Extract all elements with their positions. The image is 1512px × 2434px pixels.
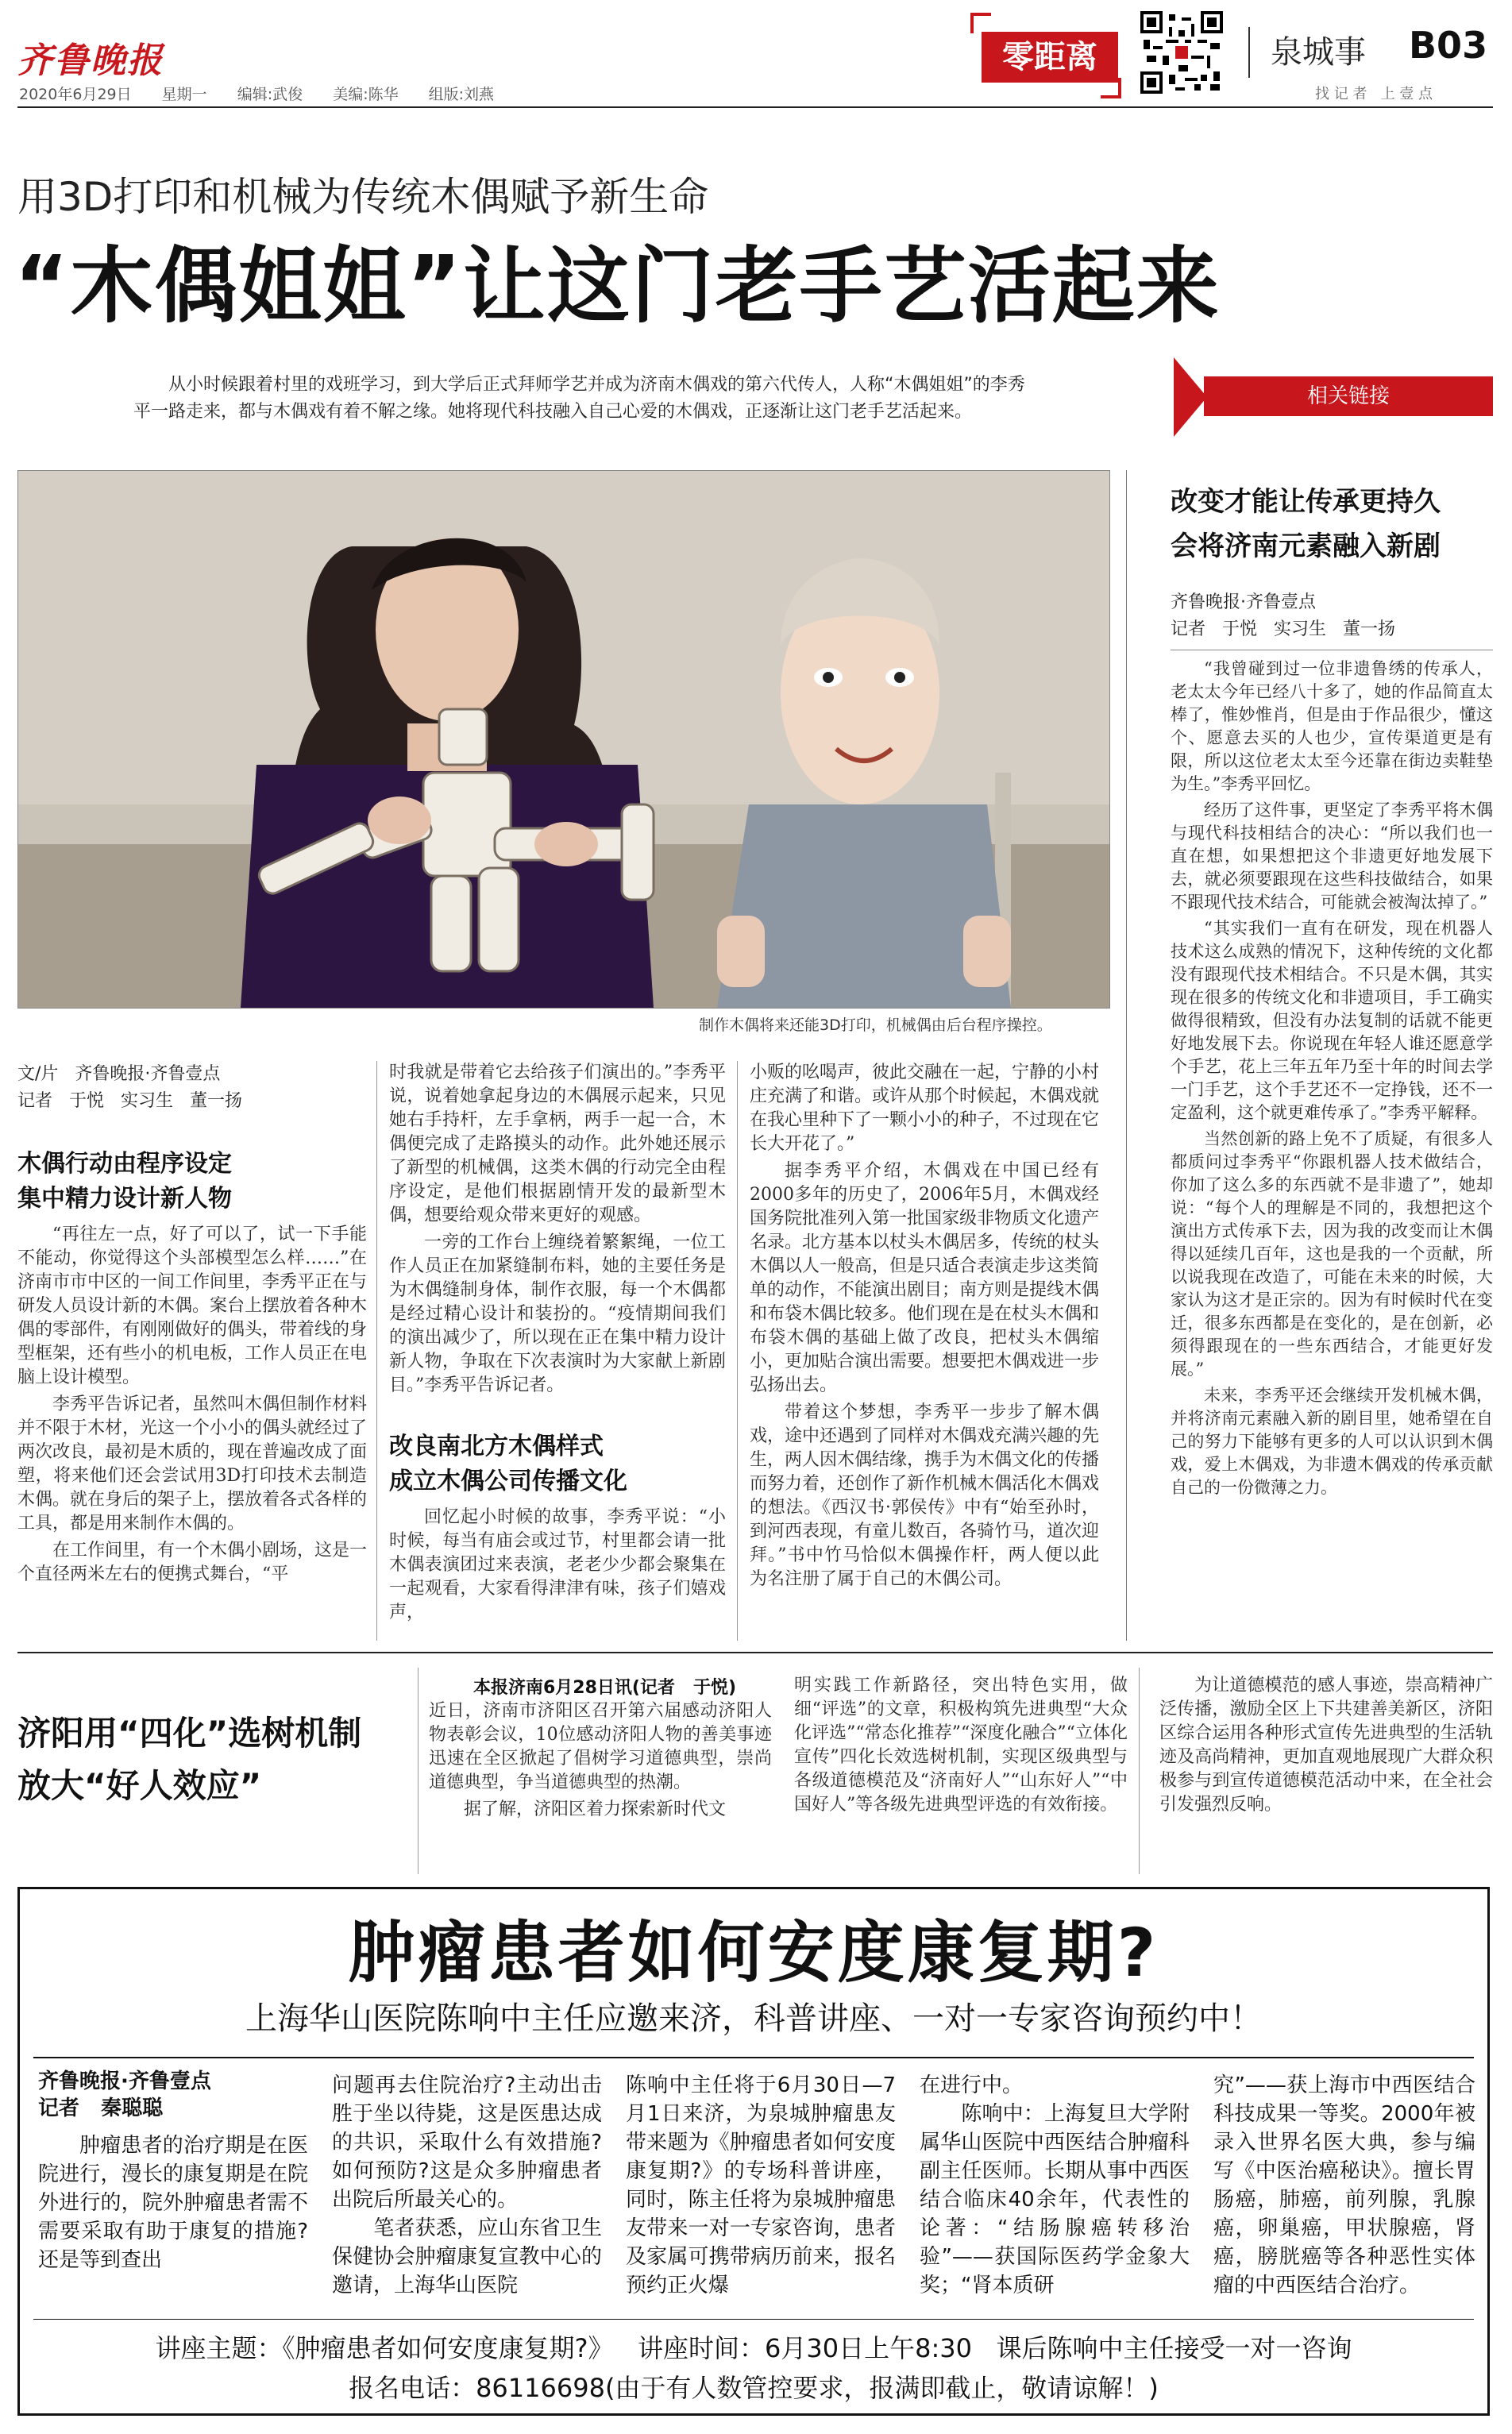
lead-byline <box>17 1061 242 1115</box>
lead-photo <box>17 470 1110 1009</box>
lead-subhead-2: 改良南北方木偶样式 成立木偶公司传播文化 <box>389 1433 627 1495</box>
ad-byline-1: 齐鲁晚报·齐鲁壹点 <box>38 2069 211 2093</box>
column-divider <box>737 1061 738 1641</box>
ad-subheadline: 上海华山医院陈响中主任应邀来济，科普讲座、一对一专家咨询预约中！ <box>245 2000 1262 2037</box>
related-link-arrow <box>1174 357 1207 437</box>
ad-column-1: 肿瘤患者的治疗期是在医院进行，漫长的康复期是在院外进行的，院外肿瘤患者需不需要采取有助于康复的措施?还是等到查出 <box>38 2134 308 2272</box>
related-link-tag: 相关链接 <box>1204 376 1493 416</box>
lead-col1-para: 李秀平告诉记者，虽然叫木偶但制作材料并不限于木材，光这一个小小的偶头就经过了两次改良，最初是木质的，现在普遍改成了面塑，将来他们还会尝试用3D打印技术去制造木偶。就在身后的架子上，摆放着各式各样的工具，都是用来制作木偶的。 <box>17 1394 368 1533</box>
lead-col2b-para: 回忆起小时候的故事，李秀平说：“小时候，每当有庙会或过节，村里都会请一批木偶表演团过来表演，老老少少都会聚集在一起观看，大家看得津津有味，孩子们嬉戏声， <box>389 1507 726 1622</box>
lead-summary: 从小时候跟着村里的戏班学习，到大学后正式拜师学艺并成为济南木偶戏的第六代传人，人称“木偶姐姐”的李秀平一路走来，都与木偶戏有着不解之缘。她将现代科技融入自己心爱的木偶戏，正逐渐让这门老手艺活起来。 <box>133 375 1025 422</box>
lead-column-2b <box>389 1506 726 1628</box>
badge-label: 零距离 <box>982 32 1118 83</box>
issue-date: 2020年6月29日 <box>19 86 132 103</box>
lead-column-2 <box>389 1061 726 1401</box>
lead-col3-para: 据李秀平介绍，木偶戏在中国已经有2000多年的历史了，2006年5月，木偶戏经国务院批准列入第一批国家级非物质文化遗产名录。北方基本以杖头木偶居多，传统的杖头木偶以人一般高，但是只适合表演走步这类简单的动作，不能演出剧目；南方则是提线木偶和布袋木偶比较多。他们现在是在杖头木偶和布袋木偶的基础上做了改良，把杖头木偶缩小，更加贴合演出需要。想要把木偶戏进一步弘扬出去。 <box>750 1161 1100 1395</box>
lead-col2-para: 时我就是带着它去给孩子们演出的。”李秀平说，说着她拿起身边的木偶展示起来，只见她右手持杆，左手拿柄，两手一起一合，木偶便完成了走路摸头的动作。此外她还展示了新型的机械偶，这类木偶的行动完全由程序设定，是他们根据剧情开发的最新型木偶，想要给观众带来更好的观感。 <box>389 1063 726 1225</box>
lead-column-3 <box>750 1061 1099 1595</box>
issue-weekday: 星期一 <box>161 86 207 103</box>
badge-corner-mark <box>970 13 991 33</box>
ad-footer-line-2: 报名电话：86116698(由于有人数管控要求，报满即截止，敬请谅解！) <box>349 2373 1159 2403</box>
issue-designer: 美编:陈华 <box>333 86 399 103</box>
brief-headline: 济阳用“四化”选树机制 放大“好人效应” <box>17 1714 362 1805</box>
ad-column-3: 陈响中主任将于6月30日—7月1日来济，为泉城肿瘤患友带来题为《肿瘤患者如何安度康复期?》的专场科普讲座，同时，陈主任将为泉城肿瘤患友带来一对一专家咨询，患者及家属可携带病历前来，报名预约正火爆 <box>626 2073 896 2297</box>
lead-column-1 <box>17 1223 367 1590</box>
brief-dateline: 本报济南6月28日讯(记者 于悦) <box>473 1678 737 1698</box>
brief-top-rule <box>17 1652 1493 1653</box>
lead-col3-para: 小贩的吆喝声，彼此交融在一起，宁静的小村庄充满了和谐。或许从那个时候起，木偶戏就在我心里种下了一颗小小的种子，不过现在它长大开花了。” <box>750 1063 1100 1154</box>
masthead-divider <box>1248 27 1250 78</box>
brief-column-3 <box>1159 1674 1493 1820</box>
ad-inner-rule <box>33 2057 1474 2058</box>
badge-corner-mark-2 <box>1101 78 1121 98</box>
sidebar-para: “其实我们一直有在研发，现在机器人技术这么成熟的情况下，这种传统的文化都没有跟现代技术相结合。不只是木偶，其实现在很多的传统文化和非遗项目，手工确实做得很精致，但没有办法复制的话就不能更好地发展下去。你说现在年轻人谁还愿意学个手艺，花上三年五年乃至十年的时间去学一门手艺，这个手艺还不一定挣钱，还不一定盈利，这个就更难传承了。”李秀平解释。 <box>1171 919 1493 1122</box>
sidebar-byline <box>1171 589 1395 643</box>
sidebar-body <box>1171 658 1493 1502</box>
qr-code-icon[interactable] <box>1140 11 1223 94</box>
sidebar-byline-2: 记者 于悦 实习生 董一扬 <box>1171 619 1395 639</box>
brief-para: 为让道德模范的感人事迹，崇高精神广泛传播，激励全区上下共建善美新区，济阳区综合运用各种形式宣传先进典型的生活轨迹及高尚精神，更加直观地展现广大群众积极参与到宣传道德模范活动中来，在全社会引发强烈反响。 <box>1159 1676 1493 1815</box>
issue-info <box>19 83 494 104</box>
column-badge <box>970 13 1121 98</box>
newspaper-logo: 齐鲁晚报 <box>17 41 164 81</box>
brief-para: 明实践工作新路径，突出特色实用，做细“评选”的文章，积极构筑先进典型“大众化评选”“常态化推荐”“深度化融合”“立体化宣传”四化长效选树机制，实现区级典型与各级道德模范及“济南好人”“山东好人”“中国好人”等各级先进典型评选的有效衔接。 <box>794 1676 1128 1815</box>
page-number: B03 <box>1409 24 1488 67</box>
brief-column-2 <box>794 1674 1128 1820</box>
lead-headline: “木偶姐姐”让这门老手艺活起来 <box>14 237 1221 334</box>
lead-col1-para: “再往左一点，好了可以了，试一下手能不能动，你觉得这个头部模型怎么样……”在济南市市中区的一间工作间里，李秀平正在与研发人员设计新的木偶。案台上摆放着各种木偶的零部件，有刚刚做好的偶头，带着线的身型框架，还有些小的机电板，工作人员正在电脑上设计模型。 <box>17 1225 368 1387</box>
sidebar-headline: 改变才能让传承更持久 会将济南元素融入新剧 <box>1171 486 1441 562</box>
ad-byline <box>38 2068 211 2122</box>
brief-para: 据了解，济阳区着力探索新时代文 <box>464 1799 727 1819</box>
lead-subhead-1: 木偶行动由程序设定 集中精力设计新人物 <box>17 1150 232 1213</box>
lead-byline-2: 记者 于悦 实习生 董一扬 <box>17 1091 242 1111</box>
sidebar-para: 未来，李秀平还会继续开发机械木偶，并将济南元素融入新的剧目里，她希望在自己的努力下能够有更多的人可以认识到木偶戏，爱上木偶戏，为非遗木偶戏的传承贡献自己的一份微薄之力。 <box>1171 1386 1493 1497</box>
lead-col1-para: 在工作间里，有一个木偶小剧场，这是一个直径两米左右的便携式舞台，“平 <box>17 1541 368 1584</box>
lead-kicker: 用3D打印和机械为传统木偶赋予新生命 <box>17 174 709 220</box>
ad-footer-line-1: 讲座主题：《肿瘤患者如何安度康复期?》 讲座时间：6月30日上午8:30 课后陈响中主任接受一对一咨询 <box>155 2333 1352 2363</box>
issue-editor: 编辑:武俊 <box>237 86 303 103</box>
brief-column-1 <box>429 1699 772 1825</box>
sidebar-para: 当然创新的路上免不了质疑，有很多人都质问过李秀平“你跟机器人技术做结合，你加了这么多的东西就不是非遗了”，她却说：“每个人的理解是不同的，我想把这个演出方式传承下去，因为我的改变而让木偶得以延续几百年，这也是我的一个贡献，所以说我现在改造了，可能在未来的时候，大家认为这才是正宗的。因为有时候时代在变迁，很多东西都是在变化的，是在创新，必须得跟现在的一些东西结合，才能更好发展。” <box>1171 1129 1493 1379</box>
brief-para: 近日，济南市济阳区召开第六届感动济阳人物表彰会议，10位感动济阳人物的善美事迹迅速在全区掀起了倡树学习道德典型，崇尚道德典型，争当道德典型的热潮。 <box>429 1701 772 1792</box>
ad-column-2: 问题再去住院治疗?主动出击胜于坐以待毙，这是医患达成的共识，采取什么有效措施?如何预防?这是众多肿瘤患者出院后所最关心的。 笔者获悉，应山东省卫生保健协会肿瘤康复宣教中心的邀请，上海华山医院 <box>332 2073 602 2297</box>
sidebar-para: “我曾碰到过一位非遗鲁绣的传承人，老太太今年已经八十多了，她的作品简直太棒了，惟妙惟肖，但是由于作品很少，懂这个、愿意去买的人也少，宣传渠道更是有限，所以这位老太太至今还靠在街边卖鞋垫为生。”李秀平回忆。 <box>1171 659 1493 793</box>
ad-headline: 肿瘤患者如何安度康复期? <box>348 1914 1159 1992</box>
lead-byline-1: 文/片 齐鲁晚报·齐鲁壹点 <box>17 1064 221 1084</box>
ad-footer-rule <box>33 2319 1474 2320</box>
ad-column-5: 究”——获上海市中西医结合科技成果一等奖。2000年被录入世界名医大典，参与编写《中医治癌秘诀》。擅长胃肠癌，肺癌，前列腺，乳腺癌，卵巢癌，甲状腺癌，肾癌，膀胱癌等各种恶性实体瘤的中西医结合治疗。 <box>1213 2073 1475 2297</box>
sidebar-byline-1: 齐鲁晚报·齐鲁壹点 <box>1171 592 1316 612</box>
sidebar-divider <box>1126 470 1127 1641</box>
brief-divider <box>1139 1668 1140 1874</box>
photo-caption: 制作木偶将来还能3D打印，机械偶由后台程序操控。 <box>699 1016 1052 1034</box>
ad-column-4: 在进行中。 陈响中：上海复旦大学附属华山医院中西医结合肿瘤科副主任医师。长期从事中西医结合临床40余年，代表性的论著：“结肠腺癌转移治验”——获国际医药学金象大奖；“肾本质研 <box>920 2073 1190 2297</box>
section-name: 泉城事 <box>1271 34 1366 71</box>
lead-col3-para: 带着这个梦想，李秀平一步步了解木偶戏，途中还遇到了同样对木偶戏充满兴趣的先生，两人因木偶结缘，携手为木偶文化的传播而努力着，还创作了新作机械木偶活化木偶戏的想法。《西汉书·郭侯传》中有“始至孙时，到河西表现，有童儿数百，各骑竹马，道次迎拜。”书中竹马恰似木偶操作杆，两人便以此为名注册了属于自己的木偶公司。 <box>750 1402 1100 1589</box>
issue-checker: 组版:刘燕 <box>428 86 495 103</box>
sidebar-para: 经历了这件事，更坚定了李秀平将木偶与现代科技相结合的决心：“所以我们也一直在想，如果想把这个非遗更好地发展下去，就必须要跟现在这些科技做结合，如果不跟现代技术结合，可能就会被淘汰掉了。” <box>1171 800 1493 912</box>
column-divider <box>376 1061 377 1641</box>
lead-col2-para: 一旁的工作台上缠绕着繁絮绳，一位工作人员正在加紧缝制布料，她的主要任务是为木偶缝制身体，制作衣服，每一个木偶都是经过精心设计和装扮的。“疫情期间我们的演出减少了，所以现在正在集中精力设计新人物，争取在下次表演时为大家献上新剧目。”李秀平告诉记者。 <box>389 1232 726 1395</box>
masthead-rule <box>17 106 1493 108</box>
ad-byline-2: 记者 秦聪聪 <box>38 2096 164 2120</box>
reporter-hint: 找 记 者 上 壹 点 <box>1315 86 1433 102</box>
